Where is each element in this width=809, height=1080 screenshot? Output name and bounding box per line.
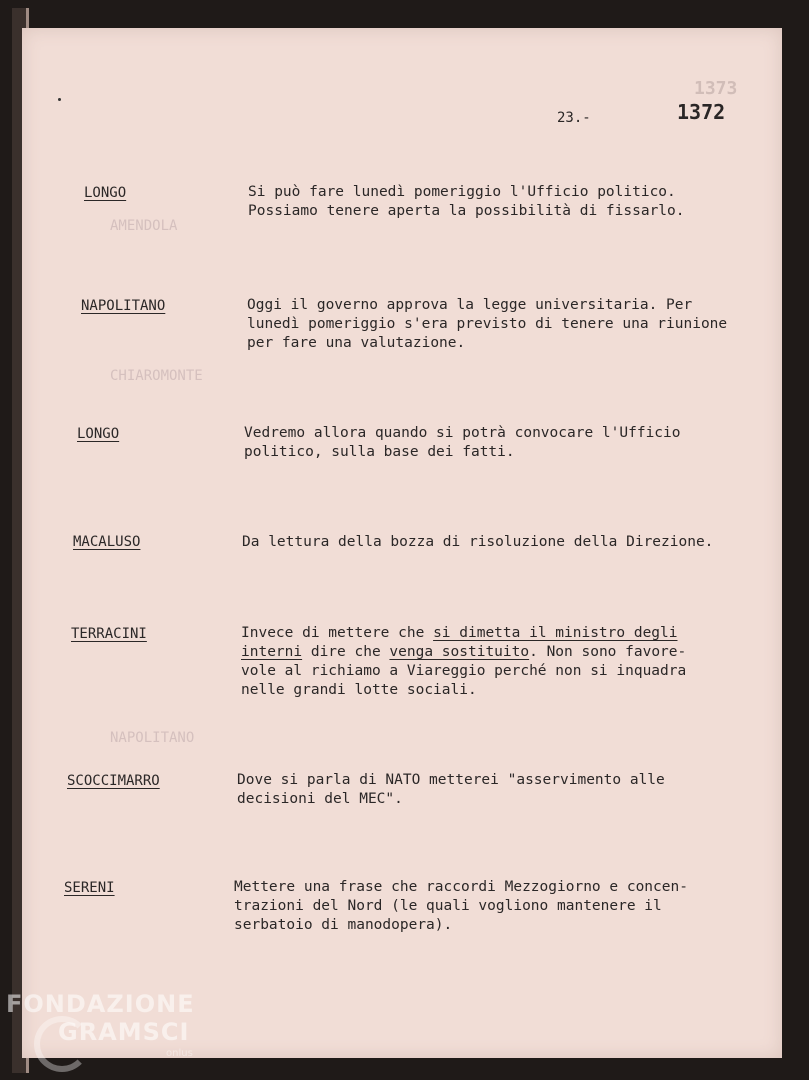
speech-text [241,624,686,700]
speaker-name: LONGO [77,426,120,442]
speaker-name: SERENI [64,880,115,896]
speech-segment: dire che [302,644,390,660]
speech-line: nelle grandi lotte sociali. [241,682,477,698]
speech-text [248,183,685,221]
document-page [22,28,782,1058]
speech-text [237,771,665,809]
ink-dot [58,98,61,101]
speech-line: decisioni del MEC". [237,791,403,807]
underlined-phrase: venga sostituito [389,644,530,660]
speech-line [241,624,686,643]
speech-segment: Invece di mettere che [241,625,434,641]
speech-segment: . Non sono favore- [529,644,687,660]
speech-line: politico, sulla base dei fatti. [244,444,515,460]
stamp-number: 1372 [677,100,726,124]
speech-text [234,878,688,935]
speech-line: vole al richiamo a Viareggio perché non si inquadra [241,663,687,679]
speech-line: per fare una valutazione. [247,335,466,351]
speech-line: Vedremo allora quando si potrà convocare l'Ufficio [244,425,681,441]
underlined-phrase: si dimetta il ministro degli [433,625,678,641]
speech-text [247,296,727,353]
bleed-through-text: CHIAROMONTE [110,368,203,384]
bleed-through-text: NAPOLITANO [110,730,195,746]
speech-line: Possiamo tenere aperta la possibilità di fissarlo. [248,203,685,219]
speech-text [244,424,681,462]
speech-line: Si può fare lunedì pomeriggio l'Ufficio politico. [248,184,676,200]
underlined-phrase: interni [241,644,303,660]
speech-line: trazioni del Nord (le quali vogliono mantenere il [234,898,662,914]
speaker-name: LONGO [84,185,127,201]
speech-line: Oggi il governo approva la legge universitaria. Per [247,297,693,313]
speaker-name: MACALUSO [73,534,141,550]
speech-line: serbatoio di manodopera). [234,917,453,933]
speech-line: Dove si parla di NATO metterei "asservimento alle [237,772,665,788]
speech-text [242,533,713,552]
watermark-line: onlus [166,1048,193,1059]
g-logo-icon [34,1016,90,1072]
speech-line: Mettere una frase che raccordi Mezzogiorno e concen- [234,879,688,895]
speaker-name: NAPOLITANO [81,298,166,314]
fondazione-gramsci-watermark [6,990,195,1059]
watermark-line: FONDAZIONE [6,990,195,1018]
bleed-through-text: AMENDOLA [110,218,178,234]
watermark-line: GRAMSCI [58,1018,190,1046]
speaker-name: TERRACINI [71,626,147,642]
speech-line [241,643,686,662]
speech-line: Da lettura della bozza di risoluzione della Direzione. [242,534,714,550]
sheet-number: 23.- [557,110,591,126]
ghost-page-number: 1373 [694,78,738,99]
speaker-name: SCOCCIMARRO [67,773,160,789]
speech-line: lunedì pomeriggio s'era previsto di tenere una riunione [247,316,728,332]
